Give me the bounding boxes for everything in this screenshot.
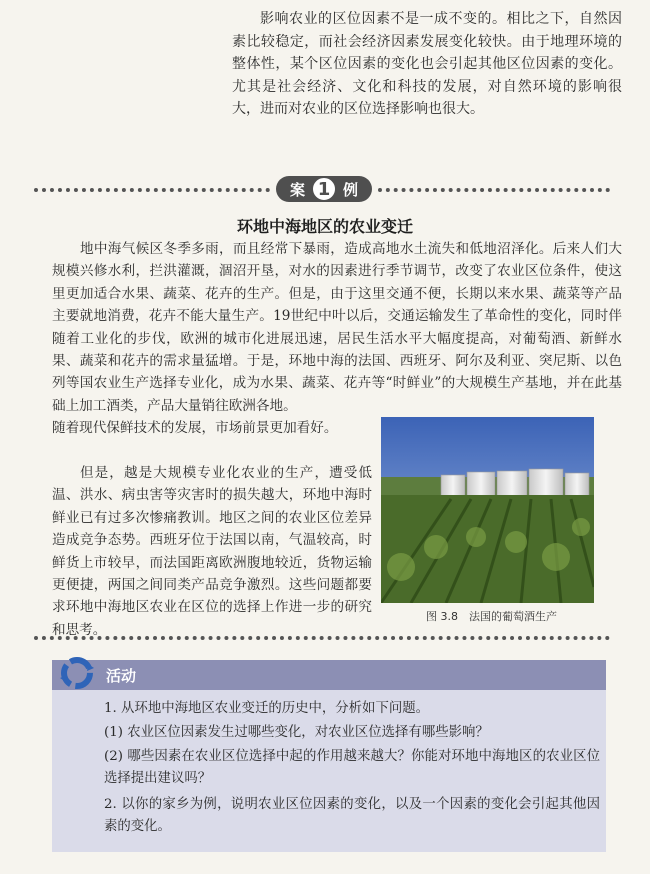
case-paragraph-1-tail: 随着现代保鲜技术的发展，市场前景更加看好。 (52, 420, 338, 436)
case-title: 环地中海地区的农业变迁 (236, 217, 413, 236)
recycle-arrows-icon (58, 654, 96, 692)
activity-title: 活动 (106, 667, 137, 685)
vineyard-photo (381, 417, 594, 603)
case-divider-right (378, 188, 610, 192)
activity-item-1b: (2) 哪些因素在农业区位选择中起的作用越来越大？你能对环地中海地区的农业区位选择提出建议吗？ (104, 749, 600, 787)
case-badge (276, 176, 372, 202)
intro-paragraph: 影响农业的区位因素不是一成不变的。相比之下，自然因素比较稳定，而社会经济因素发展变化较快。由于地理环境的整体性，某个区位因素的变化也会引起其他区位因素的变化。尤其是社会经济、文化和科技的发展，对自然环境的影响很大，进而对农业的区位选择影响也很大。 (232, 11, 622, 117)
activity-item-2: 2. 以你的家乡为例，说明农业区位因素的变化，以及一个因素的变化会引起其他因素的变化。 (104, 797, 600, 835)
activity-divider (34, 636, 610, 640)
case-badge-left: 案 (289, 180, 305, 199)
case-paragraph-1: 地中海气候区冬季多雨，而且经常下暴雨，造成高地水土流失和低地沼泽化。后来人们大规模兴修水利，拦洪灌溉，涸沼开垦，对水的因素进行季节调节，改变了农业区位条件，使这里更加适合水果、蔬菜、花卉的生产。但是，由于这里交通不便，长期以来水果、蔬菜等产品主要就地消费，花卉不能大量生产。19世纪中叶以后，交通运输发生了革命性的变化，同时伴随着工业化的步伐，欧洲的城市化进展迅速，居民生活水平大幅度提高，对葡萄酒、新鲜水果、蔬菜和花卉的需求量猛增。于是，环地中海的法国、西班牙、阿尔及利亚、突尼斯、以色列等国农业生产选择专业化，成为水果、蔬菜、花卉等“时鲜业”的大规模生产基地，并在此基础上加工酒类，产品大量销往欧洲各地。 (52, 241, 622, 414)
activity-item-1a: (1) 农业区位因素发生过哪些变化，对农业区位选择有哪些影响？ (104, 725, 489, 740)
case-badge-right: 例 (343, 180, 359, 199)
activity-box (52, 660, 606, 852)
activity-item-1: 1. 从环地中海地区农业变迁的历史中，分析如下问题。 (104, 701, 430, 716)
figure-caption: 图 3.8 法国的葡萄酒生产 (426, 610, 557, 623)
case-divider-left (34, 188, 270, 192)
vineyard-illustration (381, 417, 594, 603)
case-paragraph-2: 但是，越是大规模专业化农业的生产，遭受低温、洪水、病虫害等灾害时的损失越大，环地中海时鲜业已有过多次惨痛教训。地区之间的农业区位差异造成竞争态势。西班牙位于法国以南，气温较高，时鲜货上市较早，而法国距离欧洲腹地较近，货物运输更便捷，两国之间同类产品竞争激烈。这些问题都要求环地中海地区农业在区位的选择上作进一步的研究和思考。 (52, 465, 372, 638)
case-badge-number: 1 (311, 176, 337, 202)
